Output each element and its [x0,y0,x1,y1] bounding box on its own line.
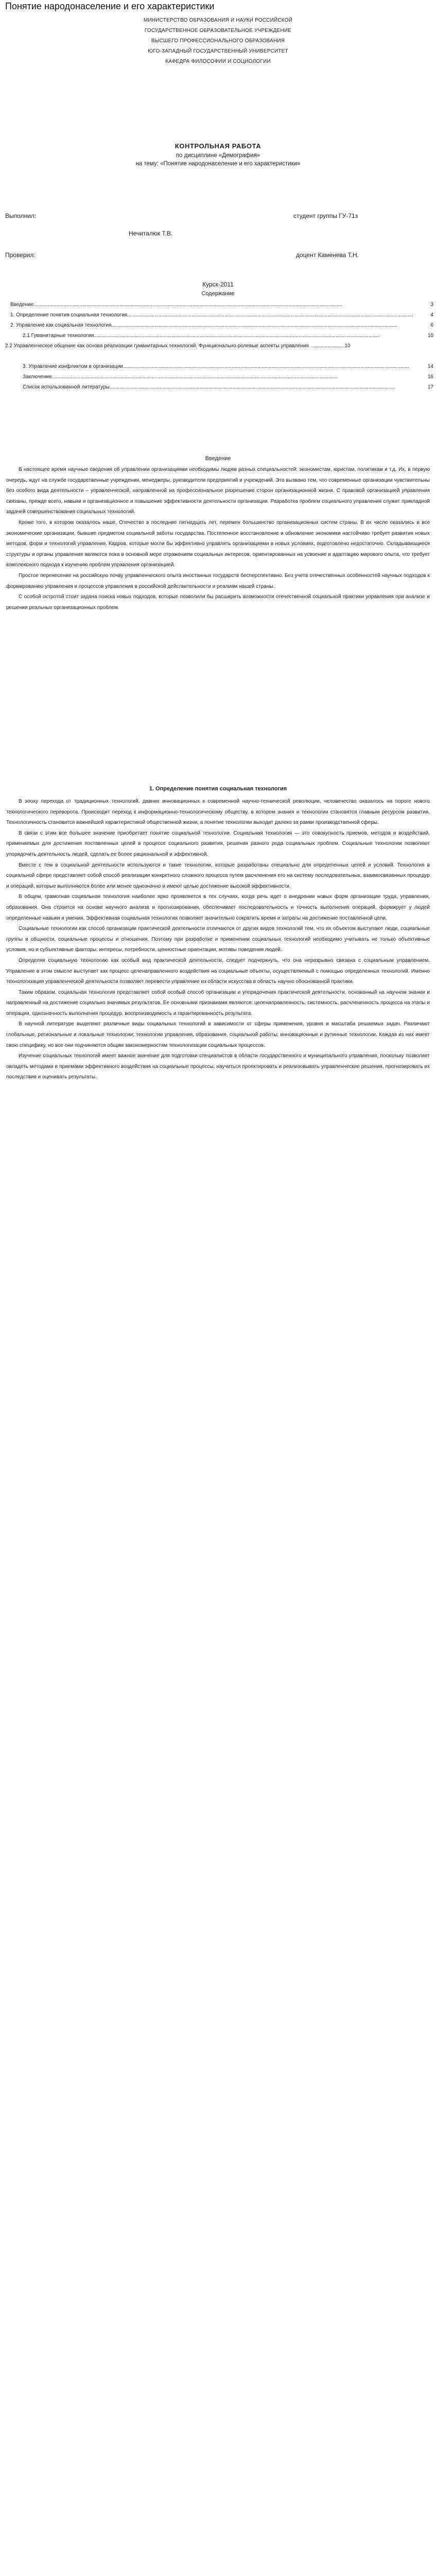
toc-item[interactable]: 1. Определение понятия социальная технология........................................................................................................................................................................................................ 4 [5,310,433,320]
toc-page-number: 17 [427,382,433,393]
header-line: ЮГО-ЗАПАДНЫЙ ГОСУДАРСТВЕННЫЙ УНИВЕРСИТЕТ [148,48,288,54]
header-line: ВЫСШЕГО ПРОФЕССИОНАЛЬНОГО ОБРАЗОВАНИЯ [151,38,285,44]
paragraph: Таким образом, социальная технология представляет собой особый способ организации и упорядочения практической деятельности, основанный на научном знании и направленный на достижение социально значимых результатов. Ее основными признаками являются: целенаправленность, системность, расчлененность процесса на этапы и операции, однозначность выполнения процедур, воспроизводимость и гарантированность результата. [6,989,430,1016]
checked-label: Проверил: [5,251,36,259]
toc-page-number: 16 [427,372,433,382]
work-discipline: по дисциплине «Демография» [176,152,260,159]
toc-page-number: 10 [344,343,351,349]
paragraph: В эпоху перехода от традиционных технологий, давних инновационных к современной научно-технической революции, человечество оказалось на пороге нового технологического переворота. Происходит переход к информационно-технологическому обществу, в котором знания и технологии становятся главным ресурсом развития. Технологичность становится важнейшей характеристикой общественной жизни, а понятие технологии выходит далеко за рамки производственной сферы. [6,799,430,826]
section-1-title: 1. Определение понятия социальная технология [149,786,287,792]
institution-header [0,15,436,67]
paragraph: Вместе с тем в социальной деятельности используются и такие технологии, которые разработаны специально для определенных целей и условий. Технология в социальной сфере представляет собой способ реализации конкретного сложного процесса путем расчленения его на систему последовательных, взаимосвязанных процедур и операций, которые выполняются более или менее однозначно и имеют целью достижение высокой эффективности. [6,862,430,889]
toc-item[interactable]: 3. Управление конфликтом в организации........................................................................................................................................................................................................ 14 [5,362,433,372]
header-line: МИНИСТЕРСТВО ОБРАЗОВАНИЯ И НАУКИ РОССИЙСКОЙ [143,18,293,23]
student-name: Нечиталюк Т.В. [129,230,173,237]
done-label: Выполнил: [5,212,37,219]
toc-item[interactable]: 2. Управление как социальная технология........................................................................................................................................................................................................ 6 [5,320,433,331]
paragraph: В общем, грамотная социальная технология наиболее ярко проявляется в тех случаях, когда речь идет о внедрении новых форм организации труда, управления, образования. Она строится на основе научного анализа и прогнозирования, обеспечивает последовательность и точность выполнения операций, формирует у людей определенные навыки и умения. Эффективная социальная технология позволяет значительно сократить время и затраты на достижение поставленной цели. [6,894,430,921]
paragraph: Простое перенесение на российскую почву управленческого опыта иностанных государств бесперспективно. Без учета отечественных особенностей научных подходов к формированию управления и процессов управления в российской действительности и реалиям нашей страны. [6,572,430,589]
paragraph: Кроме того, в котором оказалось наше. Отечество в последние пятнадцать лет, перемен большинство организационных систем страны. В их числе оказались и все экономические организации, бывшие предметом социальной заботы государства. Постепенное восстановление и обновление экономики настойчиво требует развития новых методов, форм и технологий управления. Кадров, которые могли бы эффективно управлять организациями в новых условиях, подготовлено недостаточно. Складывающиеся структуры и органы управления являются пока в основной мере отражением социальных интересов, ориентированных на усвоение и адаптацию мирового опыта, что требует комплексного подхода к изучению проблем управления организацией. [6,519,430,568]
intro-title: Введение [205,455,231,462]
toc-page-number: 10 [427,331,433,341]
paragraph: В настоящее время научные сведения об управлении организациями необходимы людям разных специальностей: экономистам, юристам, политикам и т.д. Их, в первую очередь, ждут на службе государственные учреждения, менеджеры, руководители предприятий и учреждений. Это вызвано тем, что современные организации чувствительны без особого вида деятельности – управленческой, направленной на профессиональное разрешение сторон организационной жизни. С правовой организацией управления связаны, прежде всего, навыки и организационное и повышение эффективности деятельности организации. Разработка проблем социального управления служит прикладной задачей совершенствования социальных технологий. [6,467,430,515]
section-1-text [6,796,430,1083]
header-line: ГОСУДАРСТВЕННОЕ ОБРАЗОВАТЕЛЬНОЕ УЧРЕЖДЕНИЕ [144,28,292,33]
toc-page-number: 4 [429,310,433,320]
city-year: Курск-2011 [202,281,234,288]
paragraph: С особой остротой стоит задача поиска новых подходов, которые позволили бы расширить возможности отечественной социальной практики управления при анализе и решении реальных организационных проблем. [6,594,430,611]
paragraph: В связи с этим все большее значение приобретает понятие социальной технологии. Социальная технология — это совокупность приемов, методов и воздействий, применяемых для достижения поставленных целей в процессе социального развития, решения разного рода социальных проблем. Социальные технологии позволяют упорядочить деятельность людей, сделать ее более рациональной и эффективной. [6,830,430,857]
paragraph: Социальные технологии как способ организации практической деятельности отличаются от других видов технологий тем, что их объектом выступают люди, социальные группы и общности, социальные процессы и отношения. Поэтому при разработке и применении социальных технологий необходимо учитывать не только объективные условия, но и субъективные факторы: интересы, потребности, ценностные ориентации, мотивы поведения людей. [6,926,430,953]
paragraph: Определяя социальную технологию как особый вид практической деятельности, следует подчеркнуть, что она неразрывно связана с социальным управлением. Управление в этом смысле выступает как процесс целенаправленного воздействия на социальные объекты, осуществляемый с помощью определенных технологий. Именно технологизация управленческой деятельности позволяет перевести управление из области искусства в область научно обоснованной практики. [6,957,430,985]
toc-page-number: 6 [429,320,433,331]
work-topic: на тему: «Понятие народонаселение и его характеристики» [135,161,301,167]
intro-text [6,465,430,613]
toc-title: Содержание [201,291,235,297]
toc-item[interactable]: Заключение........................................................................................................................................................................................................ 16 [5,372,433,382]
toc-item[interactable]: 2.1 Гуманитарные технологии........................................................................................................................................................................................................ 10 [5,331,433,341]
student-group: студент группы ГУ-71з [293,212,358,219]
paragraph: Изучение социальных технологий имеет важное значение для подготовки специалистов в области государственного и муниципального управления, поскольку позволяет овладеть методами и приемами эффективного воздействия на социальные процессы, научиться проектировать и реализовывать управленческие решения, прогнозировать их последствия и оценивать результаты. [6,1053,430,1080]
paragraph: В научной литературе выделяют различные виды социальных технологий в зависимости от сферы применения, уровня и масштаба решаемых задач. Различают глобальные, региональные и локальные технологии; технологии управления, образования, социальной работы; инновационные и рутинные технологии. Каждая из них имеет свою специфику, но все они подчиняются общим закономерностям технологизации социальных процессов. [6,1021,430,1048]
toc-page-number: 3 [429,300,433,310]
header-line: КАФЕДРА ФИЛОСОФИИ И СОЦИОЛОГИИ [165,59,271,64]
table-of-contents [5,300,433,393]
toc-item[interactable]: 2.2 Управленческое общение как основа реализации гуманитарных технологий. Функционально-ролевые аспекты управления ........................10 [5,343,351,349]
toc-item[interactable]: Введение........................................................................................................................................................................................................................ 3 [5,300,433,310]
page-title: Понятие народонаселение и его характеристики [5,1,215,11]
teacher-name: доцент Каменева Т.Н. [296,251,359,259]
toc-page-number: 14 [427,362,433,372]
toc-item[interactable]: Список использованной литературы........................................................................................................................................................................................................ 17 [5,382,433,393]
work-type: КОНТРОЛЬНАЯ РАБОТА [175,142,261,150]
